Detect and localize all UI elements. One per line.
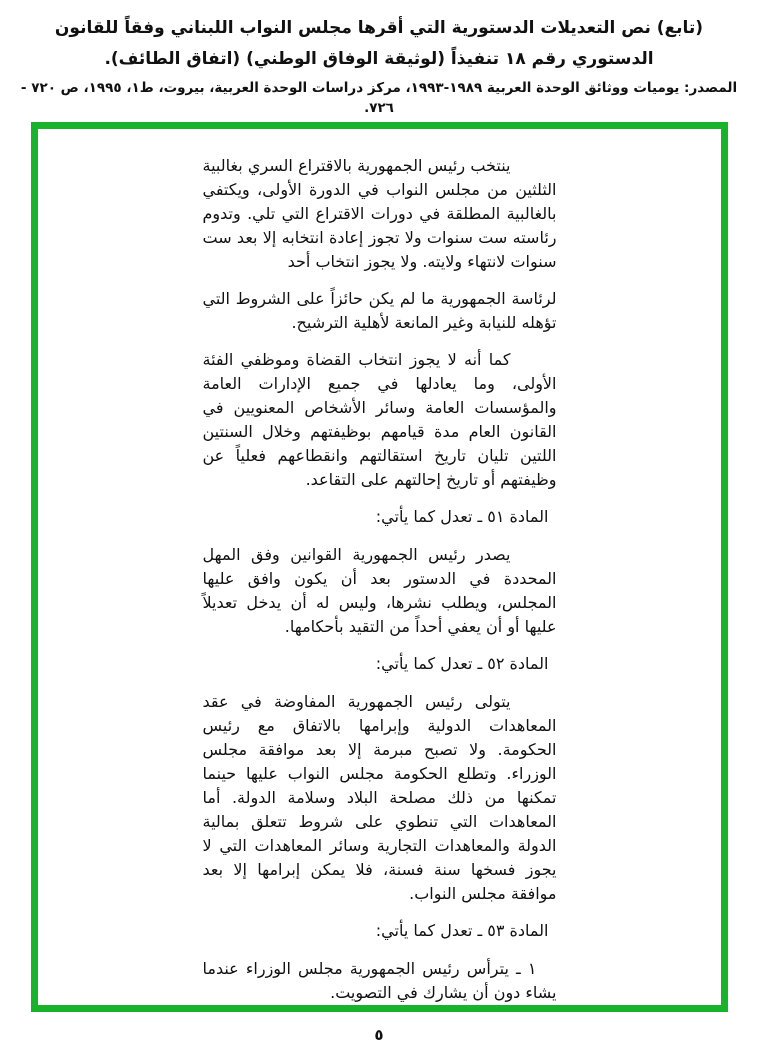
- article-51-heading: المادة ٥١ ـ تعدل كما يأتي:: [375, 507, 549, 526]
- page-header: [0, 0, 758, 118]
- body-paragraph-judges: كما أنه لا يجوز انتخاب القضاة وموظفي الفئة الأولى، وما يعادلها في جميع الإدارات العامة والمؤسسات العامة وسائر الأشخاص المعنويين في القانون العام مدة قيامهم بوظيفتهم وخلال السنتين اللتين تليان تاريخ استقالتهم وانقطاعهم فعلياً عن وظيفتهم أو تاريخ إحالتهم على التقاعد.: [202, 350, 557, 489]
- article-53-item-1: ١ ـ يترأس رئيس الجمهورية مجلس الوزراء عندما يشاء دون أن يشارك في التصويت.: [202, 959, 557, 1002]
- article-52-heading: المادة ٥٢ ـ تعدل كما يأتي:: [375, 654, 549, 673]
- body-paragraph-election: ينتخب رئيس الجمهورية بالاقتراع السري بغالبية الثلثين من مجلس النواب في الدورة الأولى، ويكتفي بالغالبية المطلقة في دورات الاقتراع التي تلي. وتدوم رئاسته ست سنوات ولا تجوز إعادة انتخابه إلا بعد ست سنوات لانتهاء ولايته. ولا يجوز انتخاب أحد: [202, 156, 557, 271]
- green-highlight-box: [31, 122, 728, 1012]
- document-body: [203, 154, 557, 1005]
- document-source-citation: المصدر: يوميات ووثائق الوحدة العربية ١٩٨٩-١٩٩٣، مركز دراسات الوحدة العربية، بيروت، ط١، ١٩٩٥، ص ٧٢٠ - ٧٢٦.: [20, 80, 738, 116]
- article-51-text: يصدر رئيس الجمهورية القوانين وفق المهل المحددة في الدستور بعد أن يكون وافق عليها المجلس، ويطلب نشرها، وليس له أن يدخل تعديلاً عليها أو أن يعفي أحداً من التقيد بأحكامها.: [202, 545, 557, 636]
- body-paragraph-election-continued: لرئاسة الجمهورية ما لم يكن حائزاً على الشروط التي تؤهله للنيابة وغير المانعة لأهلية الترشيح.: [202, 289, 557, 332]
- article-52-text: يتولى رئيس الجمهورية المفاوضة في عقد المعاهدات الدولية وإبرامها بالاتفاق مع رئيس الحكومة. ولا تصبح مبرمة إلا بعد موافقة مجلس الوزراء. وتطلع الحكومة مجلس النواب عليها حينما تمكنها من ذلك مصلحة البلاد وسلامة الدولة. أما المعاهدات التي تنطوي على شروط تتعلق بمالية الدولة والمعاهدات التجارية وسائر المعاهدات التي لا يجوز فسخها سنة فسنة، فلا يمكن إبرامها إلا بعد موافقة مجلس النواب.: [202, 692, 557, 903]
- page-number: ٥: [374, 1026, 384, 1044]
- article-53-heading: المادة ٥٣ ـ تعدل كما يأتي:: [375, 921, 549, 940]
- document-title: (تابع) نص التعديلات الدستورية التي أقرها مجلس النواب اللبناني وفقاً للقانون الدستوري رقم ١٨ تنفيذاً (لوثيقة الوفاق الوطني) (اتفاق الطائف).: [54, 18, 704, 69]
